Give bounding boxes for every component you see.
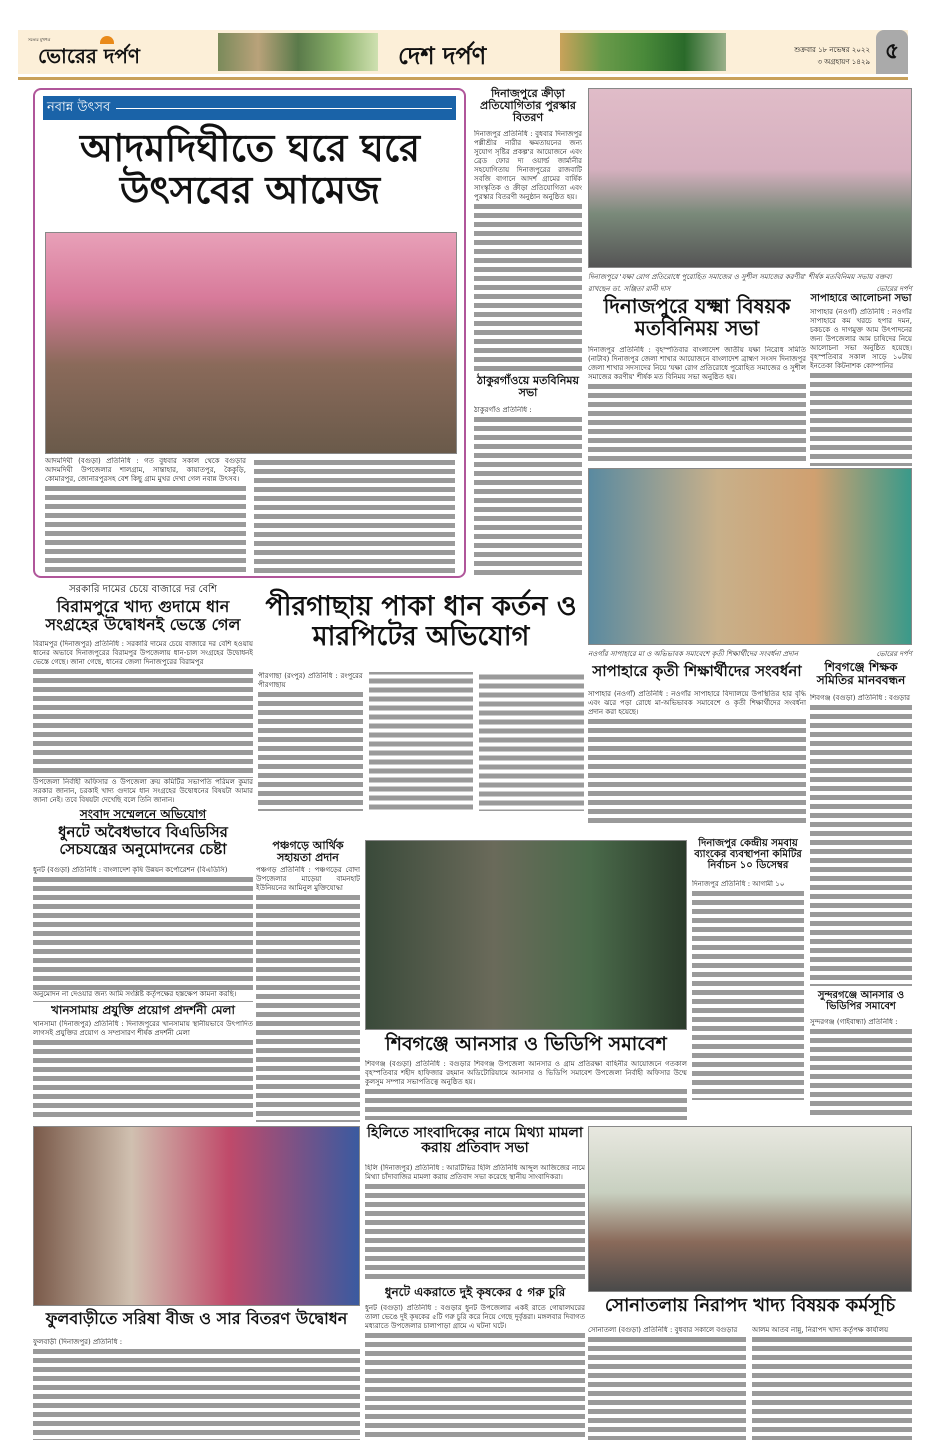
headline-nobanno[interactable]: আদমদিঘীতে ঘরে ঘরে উৎসবের আমেজ (79, 126, 421, 212)
story-body: দিনাজপুর প্রতিনিধি : বুধবার দিনাজপুর পল্লীশ্রীর নারীর ক্ষমতায়নের জন্য সুযোগ সৃষ্টির প্রকল্প'র আয়োজনে এবং ব্রেড ফোর দ্য ওয়ার্ল্ড জার্মানীর সহযোগিতায় দিনাজপুরের রাজবাটি সবজি বাগানে আদর্শ গ্রামের বার্ষিক সাংস্কৃতিক ও ক্রীড়া প্রতিযোগিতা এবং পুরস্কার বিতরণী অনুষ্ঠান অনুষ্ঠিত হয়। (474, 130, 582, 372)
story-body: বিরামপুর (দিনাজপুর) প্রতিনিধি : সরকারি দামের চেয়ে বাজারে দর বেশি হওয়ায় ধানের অভাবে দিনাজপুরের বিরামপুর উপজেলায় ধান-চাল সংগ্রহের উদ্বোধনই ভেস্তে গেছে। জানা গেছে, ধানের জেলা দিনাজপুরের বিরামপুর (33, 640, 253, 778)
masthead-logo[interactable]: ভোরের দর্পণ (38, 44, 140, 68)
header-photo-right (560, 33, 726, 71)
page-number: ৫ (876, 30, 908, 74)
photo-sonatala-meeting (588, 1126, 912, 1292)
photo-jokkha-meeting (588, 88, 912, 268)
section-title: দেশ দর্পণ (398, 42, 487, 70)
headline-ansar[interactable]: শিবগঞ্জে আনসার ও ভিডিপি সমাবেশ (385, 1033, 667, 1055)
headline-fulbari[interactable]: ফুলবাড়ীতে সরিষা বীজ ও সার বিতরণ উদ্বোধন (45, 1309, 348, 1328)
headline-sundarganj[interactable]: সুন্দরগঞ্জে আনসার ও ভিডিপির সমাবেশ (817, 990, 905, 1012)
photo-nobanno-fair (45, 232, 457, 454)
headline-birampur[interactable]: বিরামপুরে খাদ্য গুদামে ধান সংগ্রহের উদ্বোধনই ভেস্তে গেল (45, 597, 241, 634)
story-body: সাপাহার (নওগাঁ) প্রতিনিধি : নওগাঁর সাপাহারে বিদ্যালয়ে উপস্থিতির হার বৃদ্ধি এবং ঝরে পড়া রোধে মা-অভিভাবক সমাবেশে ও কৃতী শিক্ষার্থীদের সংবর্ধনা প্রদান করা হয়েছে। (588, 690, 806, 825)
photo-sapahar-students (588, 468, 912, 645)
story-body: সোনাতলা (বগুড়া) প্রতিনিধি : বুধবার সকালে বগুড়ার (588, 1326, 746, 1440)
tagline: সত্যের মুখপত্র (28, 37, 51, 42)
headline-bank[interactable]: দিনাজপুর কেন্দ্রীয় সমবায় ব্যাংকের ব্যবস্থাপনা কমিটির নির্বাচন ১০ ডিসেম্বর (694, 838, 802, 871)
story-body: পীরগাছা (রংপুর) প্রতিনিধি : রংপুরের পীরগাছায় (258, 672, 584, 830)
headline-panchagarh[interactable]: পঞ্চগড়ে আর্থিক সহায়তা প্রদান (272, 839, 344, 865)
story-body: ফুলবাড়ী (দিনাজপুর) প্রতিনিধি : (33, 1338, 360, 1440)
date-line: শুক্রবার ১৮ নভেম্বর ২০২২ (794, 46, 870, 54)
headline-sonatala[interactable]: সোনাতলায় নিরাপদ খাদ্য বিষয়ক কর্মসূচি (604, 1295, 896, 1316)
kicker-birampur: সরকারি দামের চেয়ে বাজারে দর বেশি (69, 584, 217, 595)
caption-text: দিনাজপুরে 'যক্ষা রোগ প্রতিরোধে পুরোহিত সমাজের ও সুশীল সমাজের করণীয়' শীর্ষক মতবিনিময় সভায় বক্তব্য রাখছেন ডা. সঞ্জিতা রানী দাস (588, 273, 892, 293)
photo-fulbari-distribution (33, 1126, 360, 1306)
headline-dhunat-badc[interactable]: ধুনটে অবৈধভাবে বিএডিসির সেচযন্ত্রের অনুমোদনের চেষ্টা (58, 823, 228, 858)
story-body: দিনাজপুর প্রতিনিধি : আগামী ১০ (692, 880, 804, 1100)
headline-khansama[interactable]: খানসামায় প্রযুক্তি প্রয়োগ প্রদর্শনী মেলা (51, 1003, 235, 1017)
headline-shibganj-teacher[interactable]: শিবগঞ্জে শিক্ষক সমিতির মানববন্ধন (816, 660, 906, 688)
headline-dhunat-cow[interactable]: ধুনটে একরাতে দুই কৃষকের ৫ গরু চুরি (384, 1285, 566, 1299)
story-body-tail: অনুমোদন না দেওয়ার জন্য আমি সংশ্লিষ্ট কর্তৃপক্ষের হস্তক্ষেপ কামনা করছি। (33, 990, 253, 1002)
story-body: আলম আতব নান্নু, নিরাপদ খাদ্য কর্তৃপক্ষ কার্যালয় (752, 1326, 912, 1440)
photo-credit: ভোরের দর্পণ (876, 285, 912, 293)
story-body: ঠাকুরগাঁও প্রতিনিধি : (474, 406, 582, 576)
story-body: ধুনট (বগুড়া) প্রতিনিধি : বাংলাদেশ কৃষি উন্নয়ন কর্পোরেশন (বিএডিসি) (33, 866, 253, 990)
photo-credit: ভোরের দর্পণ (876, 650, 912, 658)
story-body: শিবগঞ্জ (বগুড়া) প্রতিনিধি : বগুড়ার (810, 694, 912, 986)
story-body-tail: উপজেলা নির্বাহী অফিসার ও উপজেলা ক্রয় কমিটির সভাপতি পরিমল কুমার সরকার জানান, চরকাই খাদ্য গুদামে ধান সংগ্রহের উদ্বোধনের বিষয়টা আমার জানা নেই। তবে বিষয়টা দেখেছি বলে তিনি জানান। (33, 778, 253, 804)
headline-pirgachha[interactable]: পীরগাছায় পাকা ধান কর্তন ও মারপিটের অভিযোগ (265, 591, 577, 652)
kicker-dhunat: সংবাদ সম্মেলনে অভিযোগ (79, 807, 207, 821)
headline-hili[interactable]: হিলিতে সাংবাদিকের নামে মিথ্যা মামলা করায় প্রতিবাদ সভা (367, 1125, 583, 1157)
story-body: সাপাহার (নওগাঁ) প্রতিনিধি : নওগাঁর সাপাহারে কম খরচে হপার দমন, চকচকে ও দাগমুক্ত আম উৎপাদনের জন্য উপজেলার আম চাষিদের নিয়ে আলোচনা সভা অনুষ্ঠিত হয়েছে। বৃহস্পতিবার সকাল সাড়ে ১০টায় ইনতেকা কিটনাশক কোম্পানির (810, 308, 912, 466)
story-body: হিলি (দিনাজপুর) প্রতিনিধি : আরটিভির হিলি প্রতিনিধি আব্দুল আজিজের নামে মিথ্যা চাঁদাবাজির মামলা করায় প্রতিবাদ সভা করেছে স্থানীয় সাংবাদিকরা। (365, 1164, 585, 1282)
date-bangla: ৩ অগ্রহায়ণ ১৪২৯ (817, 58, 870, 66)
header-photo-left (218, 33, 378, 71)
headline-krira[interactable]: দিনাজপুরে ক্রীড়া প্রতিযোগিতার পুরস্কার বিতরণ (480, 87, 576, 125)
story-body: খানসামা (দিনাজপুর) প্রতিনিধি : দিনাজপুরের খানসামায় স্থানীয়ভাবে উৎপাদিত লাগসই প্রযুক্তির প্রয়োগ ও সম্প্রসারণ শীর্ষক প্রদর্শনী মেলা (33, 1020, 253, 1120)
headline-sapahar-kriti[interactable]: সাপাহারে কৃতী শিক্ষার্থীদের সংবর্ধনা (592, 662, 802, 680)
photo-ansar-speaker (365, 840, 687, 1030)
story-body: শিবগঞ্জ (বগুড়া) প্রতিনিধি : বগুড়ার শিবগঞ্জ উপজেলা আনসার ও গ্রাম প্রতিরক্ষা বাহিনীর আয়োজনে গতকাল বৃহস্পতিবার শহীদ হাফিজার রহমান অডিটোরিয়ামে আনসার ও ভিডিপি সমাবেশ উপজেলা নির্বাহী অফিসার উম্মে কুলসুম সম্পার সভাপতিত্বে অনুষ্ঠিত হয়। (365, 1060, 687, 1120)
headline-thakurgaon[interactable]: ঠাকুরগাঁওয়ে মতবিনিময় সভা (477, 374, 579, 400)
photo-caption (588, 648, 912, 660)
headline-jokkha[interactable]: দিনাজপুরে যক্ষ্মা বিষয়ক মতবিনিময় সভা (603, 294, 791, 340)
section-tag-label: নবান্ন উৎসব (47, 99, 111, 115)
story-body: আদমদিঘী (বগুড়া) প্রতিনিধি : গত বুধবার সকাল থেকে বগুড়ার আদমদিঘী উপজেলার শালগ্রাম, সান্তাহার, কায়াতপুর, কৈকুড়ি, কোমারপুর, জোনারপুরসহ বেশ কিছু গ্রাম মুখর দেখা গেল নবান্ন উৎসব। (45, 457, 455, 573)
story-body: সুন্দরগঞ্জ (গাইবান্ধা) প্রতিনিধি : (810, 1018, 912, 1118)
photo-caption (588, 271, 912, 295)
story-body: ধুনট (বগুড়া) প্রতিনিধি : বগুড়ার ধুনট উপজেলার একই রাতে গোয়ালঘরের তালা ভেঙে দুই কৃষকের ৫টি গরু চুরি করে নিয়ে গেছে দুর্বৃত্তরা। মঙ্গলবার দিবাগত মধ্যরাতে উপজেলার চালাপাড়া গ্রামে এ ঘটনা ঘটে। (365, 1304, 585, 1440)
story-body: দিনাজপুর প্রতিনিধি : বৃহস্পতিবার বাংলাদেশ জাতীয় যক্ষা নিরোধ সমিতি (নাটাব) দিনাজপুর জেলা শাখার আয়োজনে বাংলাদেশ ব্রাহ্মণ সংসদ দিনাজপুর জেলা শাখার সদস্যদের নিয়ে 'যক্ষা রোগ প্রতিরোধে পুরোহিত সমাজের ও সুশীল সমাজের করণীয়' শীর্ষক মত বিনিময় সভা অনুষ্ঠিত হয়। (588, 346, 806, 464)
story-body: পঞ্চগড় প্রতিনিধি : পঞ্চগড়ের বোদা উপজেলার মাড়েয়া বামনহাট ইউনিয়নের আমিনুল মুক্তিযোদ্ধা (256, 866, 360, 1122)
caption-text: নওগাঁর সাপাহারে মা ও অভিভাবক সমাবেশে কৃতী শিক্ষার্থীদের সংবর্ধনা প্রদান (588, 650, 798, 658)
headline-sapahar-alochona[interactable]: সাপাহারে আলোচনা সভা (810, 293, 912, 304)
section-tag (43, 96, 456, 120)
